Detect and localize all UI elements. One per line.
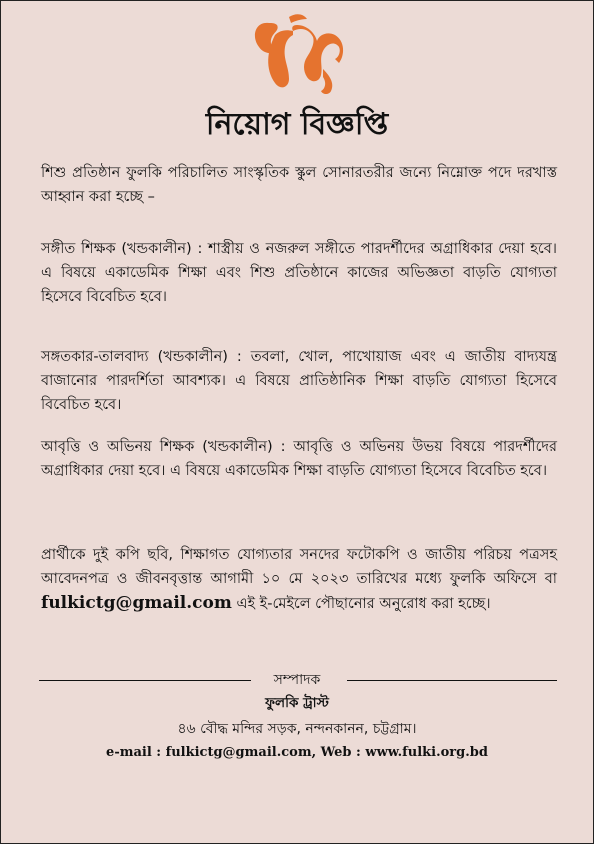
- recitation-acting-teacher-paragraph: আবৃত্তি ও অভিনয় শিক্ষক (খন্ডকালীন) : আবৃত্তি ও অভিনয় উভয় বিষয়ে পারদর্শীদের অগ্রাধিকার দেয়া হবে। এ বিষয়ে একাডেমিক শিক্ষা বাড়তি যোগ্যতা হিসেবে বিবেচিত হবে।: [41, 439, 557, 479]
- contact-line: e-mail : fulkictg@gmail.com, Web : www.fulki.org.bd: [106, 745, 488, 760]
- fulki-logo: [249, 11, 345, 97]
- music-teacher-paragraph: সঙ্গীত শিক্ষক (খন্ডকালীন) : শাস্ত্রীয় ও নজরুল সঙ্গীতে পারদর্শীদের অগ্রাধিকার দেয়া হবে। এ বিষয়ে একাডেমিক শিক্ষা এবং শিশু প্রতিষ্ঠানে কাজের অভিজ্ঞতা বাড়তি যোগ্যতা হিসেবে বিবেচিত হবে।: [41, 241, 557, 305]
- editor-label: সম্পাদক: [273, 672, 321, 688]
- application-email: fulkictg@gmail.com: [41, 593, 232, 613]
- organization-address: ৪৬ বৌদ্ধ মন্দির সড়ক, নন্দনকানন, চট্টগ্রাম।: [177, 721, 417, 737]
- application-paragraph: [41, 543, 557, 616]
- application-text-after: এই ই-মেইলে পৌছানোর অনুরোধ করা হচ্ছে।: [231, 596, 491, 612]
- organization-name: ফুলকি ট্রাস্ট: [265, 695, 329, 711]
- intro-paragraph: শিশু প্রতিষ্ঠান ফুলকি পরিচালিত সাংস্কৃতিক স্কুল সোনারতরীর জন্যে নিম্নোক্ত পদে দরখাস্ত আহ্বান করা হচ্ছে –: [41, 165, 557, 205]
- notice-title: নিয়োগ বিজ্ঞপ্তি: [205, 107, 389, 142]
- application-text-before: প্রার্থীকে দুই কপি ছবি, শিক্ষাগত যোগ্যতার সনদের ফটোকপি ও জাতীয় পরিচয় পত্রসহ আবেদনপত্র ও জীবনবৃত্তান্ত আগামী ১০ মে ২০২৩ তারিখের মধ্যে ফুলকি অফিসে বা: [41, 547, 557, 587]
- rhythm-accompanist-paragraph: সঙ্গতকার-তালবাদ্য (খন্ডকালীন) : তবলা, খোল, পাখোয়াজ এবং এ জাতীয় বাদ্যযন্ত্র বাজানোর পারদর্শিতা আবশ্যক। এ বিষয়ে প্রাতিষ্ঠানিক শিক্ষা বাড়তি যোগ্যতা হিসেবে বিবেচিত হবে।: [41, 349, 557, 413]
